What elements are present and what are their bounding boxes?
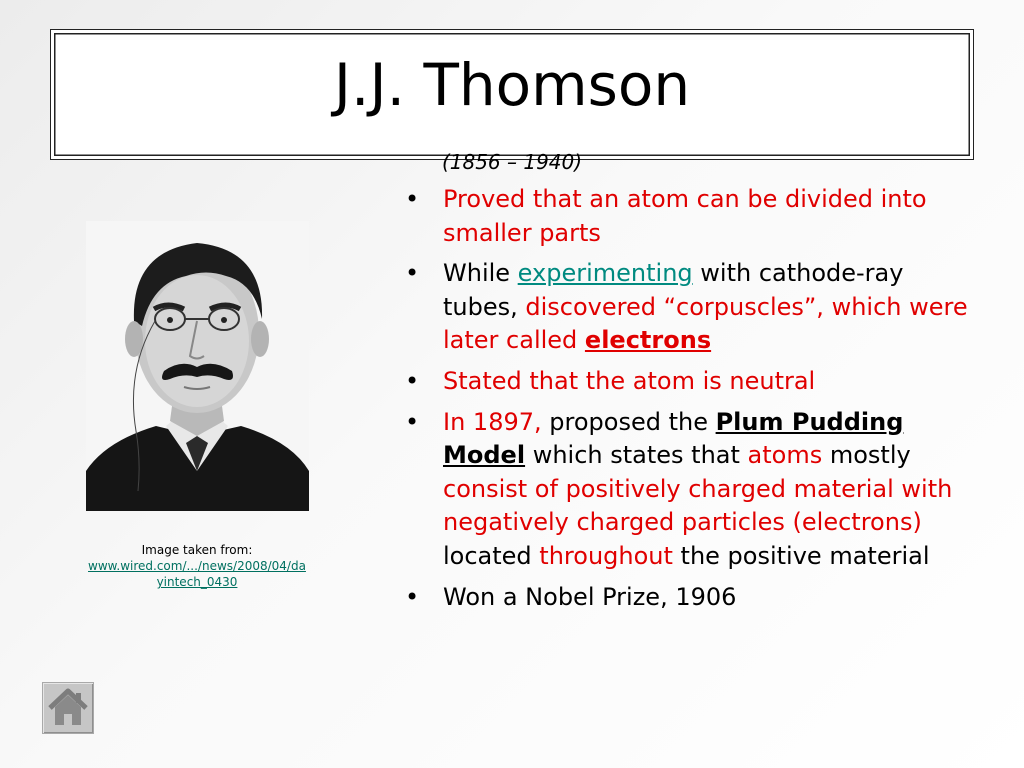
bullet-text: Won a Nobel Prize, 1906 bbox=[443, 582, 737, 611]
slide-title: J.J. Thomson bbox=[333, 51, 691, 119]
bullet-text: which states that bbox=[525, 441, 748, 470]
bullet-item bbox=[400, 365, 975, 399]
image-caption bbox=[86, 542, 308, 590]
caption-source-link[interactable]: www.wired.com/.../news/2008/04/dayintech_0430 bbox=[88, 559, 306, 589]
bullet-dot-icon: • bbox=[405, 407, 420, 436]
title-box bbox=[50, 29, 974, 174]
portrait-illustration bbox=[86, 221, 309, 511]
bullet-item bbox=[400, 406, 975, 574]
slide-subtitle-dates: (1856 – 1940) bbox=[441, 150, 583, 174]
bullet-item bbox=[400, 183, 975, 250]
bullet-text: Proved that an atom can be divided into smaller parts bbox=[443, 185, 927, 247]
portrait-image bbox=[86, 221, 309, 511]
bullet-dot-icon: • bbox=[405, 582, 420, 611]
experimenting-link[interactable]: experimenting bbox=[517, 259, 693, 288]
bullet-text-highlight: discovered “corpuscles”, which were later called bbox=[443, 292, 968, 355]
bullet-text-highlight: throughout bbox=[539, 541, 673, 570]
electrons-term: electrons bbox=[584, 326, 712, 355]
bullet-text: Stated that the atom is neutral bbox=[443, 366, 816, 395]
bullet-text-highlight: In 1897, bbox=[443, 407, 550, 436]
bullet-text: the positive material bbox=[672, 541, 930, 570]
bullet-dot-icon: • bbox=[405, 259, 420, 288]
bullet-text-highlight: atoms bbox=[747, 441, 823, 470]
bullet-text-highlight: consist of positively charged material with negatively charged particles (electrons) bbox=[443, 474, 953, 537]
bullet-text: located bbox=[443, 541, 540, 570]
bullet-text: mostly bbox=[822, 441, 911, 470]
bullet-item bbox=[400, 581, 975, 615]
caption-label: Image taken from: bbox=[141, 543, 253, 557]
home-button[interactable] bbox=[42, 682, 94, 734]
plum-pudding-model-term: Plum Pudding Model bbox=[443, 407, 904, 470]
bullet-dot-icon: • bbox=[405, 366, 420, 395]
bullet-text: While bbox=[443, 259, 518, 288]
bullet-text: proposed the bbox=[549, 407, 716, 436]
bullet-list bbox=[400, 183, 975, 621]
bullet-text: with cathode-ray tubes, bbox=[443, 259, 904, 321]
bullet-item bbox=[400, 257, 975, 358]
bullet-dot-icon: • bbox=[405, 185, 420, 213]
home-icon bbox=[43, 683, 93, 733]
